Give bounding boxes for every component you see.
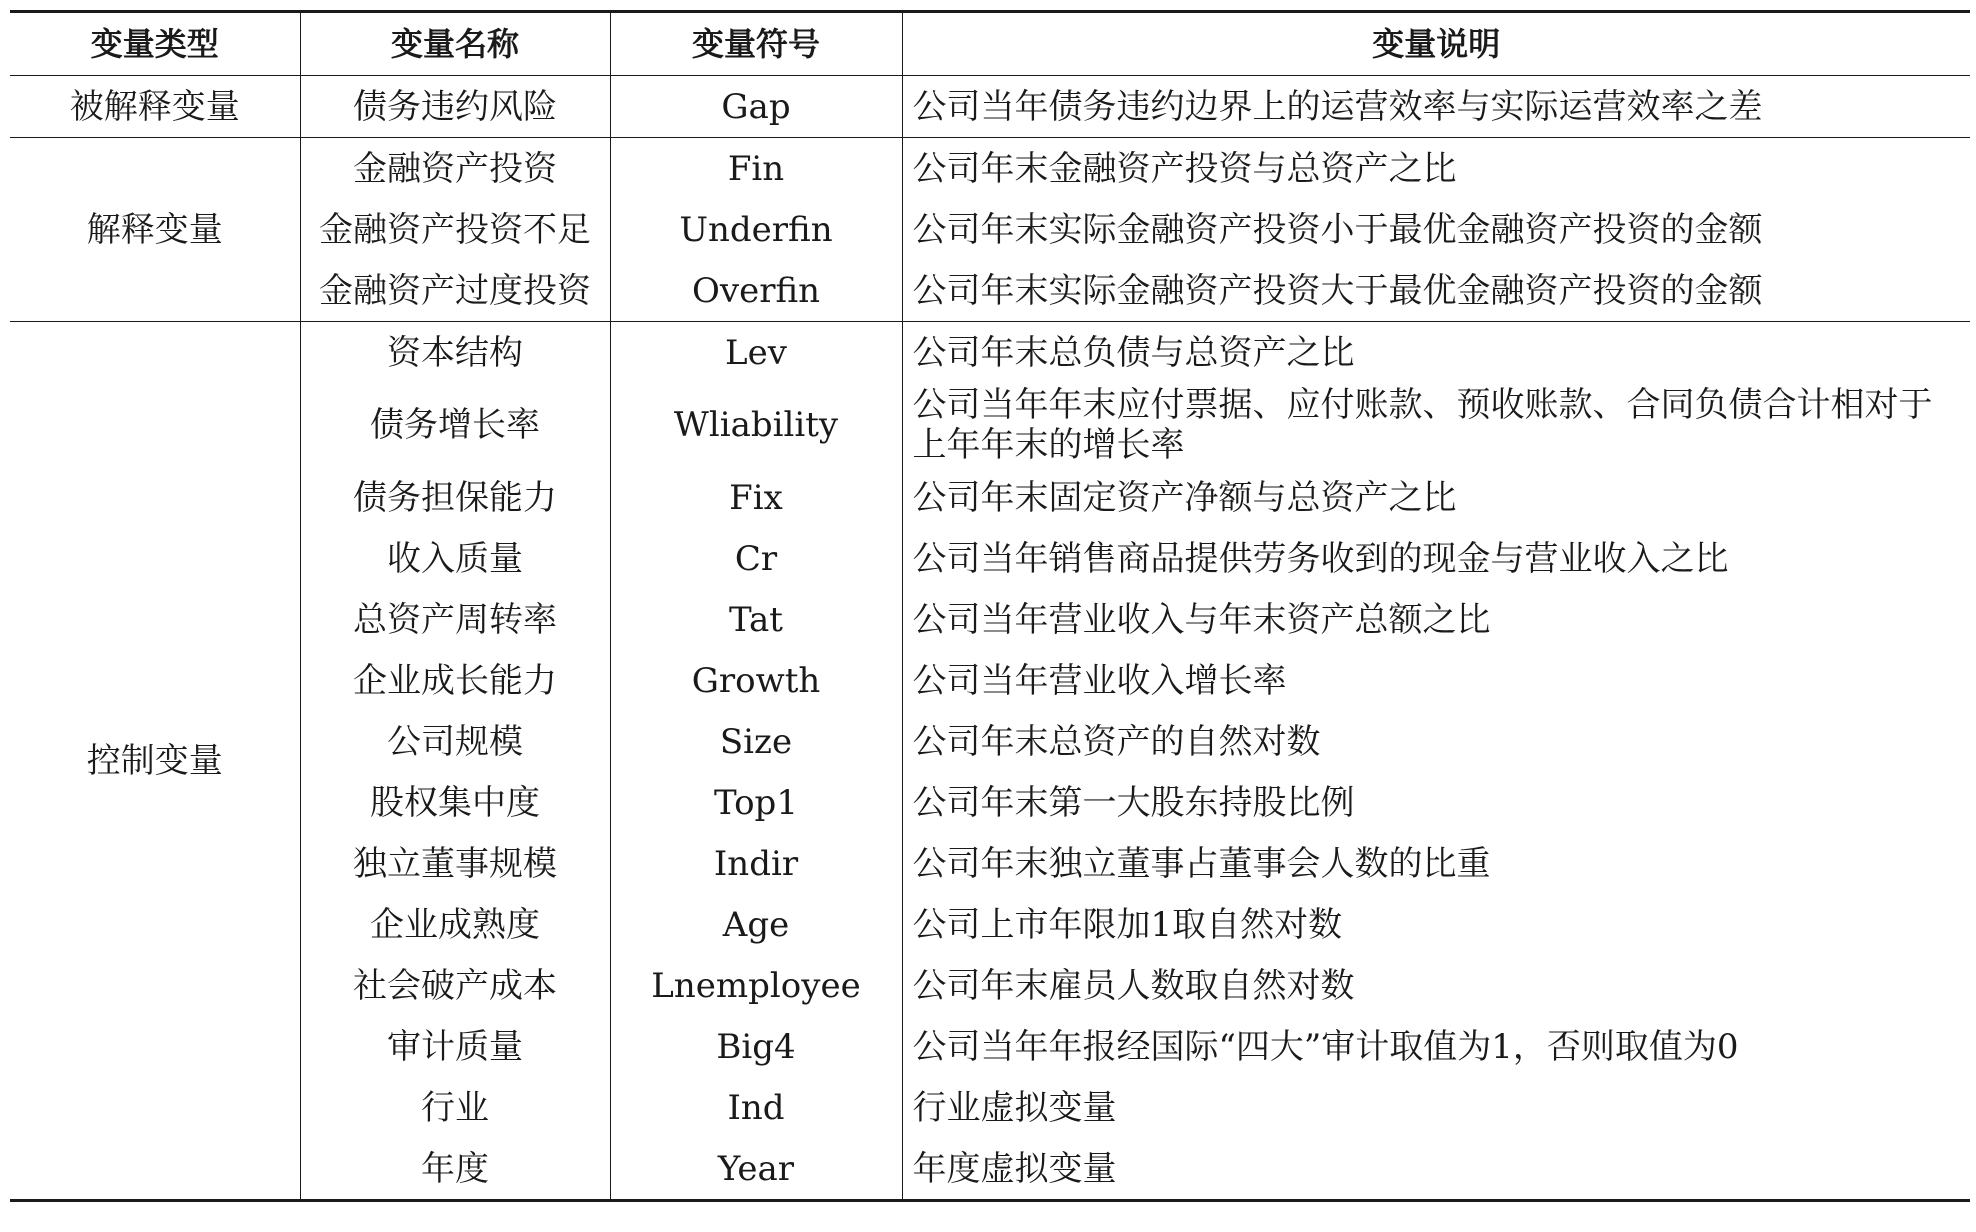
variable-symbol-cell: Year <box>610 1138 902 1201</box>
variable-name-cell: 行业 <box>300 1077 610 1138</box>
variable-name-cell: 股权集中度 <box>300 772 610 833</box>
variable-symbol-cell: Fix <box>610 467 902 528</box>
variable-symbol-cell: Cr <box>610 528 902 589</box>
variable-description-cell: 公司当年年报经国际“四大”审计取值为1，否则取值为0 <box>912 1026 1739 1067</box>
variable-description-cell: 公司年末实际金融资产投资大于最优金融资产投资的金额 <box>902 260 1970 322</box>
variable-description-cell: 公司年末独立董事占董事会人数的比重 <box>912 843 1491 884</box>
variable-description-cell: 公司当年营业收入与年末资产总额之比 <box>912 599 1491 640</box>
table-row <box>10 322 1970 384</box>
variable-type-cell: 解释变量 <box>10 138 300 322</box>
variable-description-cell: 公司当年营业收入增长率 <box>912 660 1287 701</box>
variable-description-cell: 公司年末固定资产净额与总资产之比 <box>912 477 1457 518</box>
table-row <box>10 199 1970 260</box>
variable-symbol-cell: Growth <box>610 650 902 711</box>
variable-symbol-cell: Lev <box>610 322 902 384</box>
table-row <box>10 833 1970 894</box>
variable-name-cell: 审计质量 <box>300 1016 610 1077</box>
table-row <box>10 76 1970 138</box>
variable-name-cell: 金融资产过度投资 <box>300 260 610 322</box>
variable-name-cell: 总资产周转率 <box>300 589 610 650</box>
variable-name-cell: 公司规模 <box>300 711 610 772</box>
table-row <box>10 260 1970 322</box>
variable-name-cell: 年度 <box>300 1138 610 1201</box>
variable-symbol-cell: Age <box>610 894 902 955</box>
table-row <box>10 894 1970 955</box>
header-variable-name: 变量名称 <box>300 12 610 76</box>
variable-name-cell: 企业成熟度 <box>300 894 610 955</box>
header-variable-symbol: 变量符号 <box>610 12 902 76</box>
variable-name-cell: 债务增长率 <box>300 383 610 467</box>
variable-name-cell: 收入质量 <box>300 528 610 589</box>
variable-description-cell: 公司当年债务违约边界上的运营效率与实际运营效率之差 <box>902 76 1970 138</box>
table-row <box>10 772 1970 833</box>
table-row <box>10 650 1970 711</box>
table-row <box>10 528 1970 589</box>
variable-name-cell: 金融资产投资 <box>300 138 610 200</box>
description-line-1: 公司当年年末应付票据、应付账款、预收账款、合同负债合计相对于 <box>912 385 1933 425</box>
variable-description-cell: 行业虚拟变量 <box>912 1087 1117 1128</box>
table-row <box>10 1077 1970 1138</box>
table-row <box>10 589 1970 650</box>
variable-symbol-cell: Big4 <box>610 1016 902 1077</box>
variable-symbol-cell: Gap <box>610 76 902 138</box>
variable-name-cell: 资本结构 <box>300 322 610 384</box>
variable-name-cell: 企业成长能力 <box>300 650 610 711</box>
variable-definition-table <box>10 10 1970 1202</box>
variable-symbol-cell: Top1 <box>610 772 902 833</box>
header-variable-type: 变量类型 <box>10 12 300 76</box>
variable-description-cell: 公司年末雇员人数取自然对数 <box>912 965 1355 1006</box>
variable-description-cell: 公司上市年限加1取自然对数 <box>912 904 1343 945</box>
variable-symbol-cell: Wliability <box>610 383 902 467</box>
variable-symbol-cell: Ind <box>610 1077 902 1138</box>
variable-description-cell: 公司当年销售商品提供劳务收到的现金与营业收入之比 <box>912 538 1729 579</box>
table-row <box>10 1016 1970 1077</box>
variable-description-cell: 公司年末第一大股东持股比例 <box>912 782 1355 823</box>
variable-symbol-cell: Overfin <box>610 260 902 322</box>
variable-description-cell: 公司年末总负债与总资产之比 <box>912 332 1355 373</box>
variable-symbol-cell: Fin <box>610 138 902 200</box>
table-row <box>10 138 1970 200</box>
variable-description-cell: 年度虚拟变量 <box>902 1138 1970 1201</box>
variable-description-cell: 公司年末总资产的自然对数 <box>912 721 1321 762</box>
variable-symbol-cell: Tat <box>610 589 902 650</box>
variable-symbol-cell: Lnemployee <box>610 955 902 1016</box>
table-row <box>10 467 1970 528</box>
variable-symbol-cell: Indir <box>610 833 902 894</box>
variable-name-cell: 独立董事规模 <box>300 833 610 894</box>
variable-description-cell: 公司年末实际金融资产投资小于最优金融资产投资的金额 <box>912 209 1763 250</box>
variable-name-cell: 债务担保能力 <box>300 467 610 528</box>
variable-symbol-cell: Size <box>610 711 902 772</box>
header-variable-description: 变量说明 <box>902 12 1970 76</box>
table-row <box>10 1138 1970 1201</box>
variable-name-cell: 金融资产投资不足 <box>300 199 610 260</box>
variable-description-cell: 公司年末金融资产投资与总资产之比 <box>912 148 1457 189</box>
variable-type-cell: 控制变量 <box>10 322 300 1201</box>
variable-symbol-cell: Underfin <box>610 199 902 260</box>
variable-name-cell: 债务违约风险 <box>300 76 610 138</box>
header-row <box>10 12 1970 76</box>
variable-description-cell <box>902 383 1970 467</box>
variable-name-cell: 社会破产成本 <box>300 955 610 1016</box>
table-row <box>10 955 1970 1016</box>
variable-type-cell: 被解释变量 <box>10 76 300 138</box>
table-row <box>10 711 1970 772</box>
description-line-2: 上年年末的增长率 <box>912 425 1185 465</box>
table-row <box>10 383 1970 467</box>
